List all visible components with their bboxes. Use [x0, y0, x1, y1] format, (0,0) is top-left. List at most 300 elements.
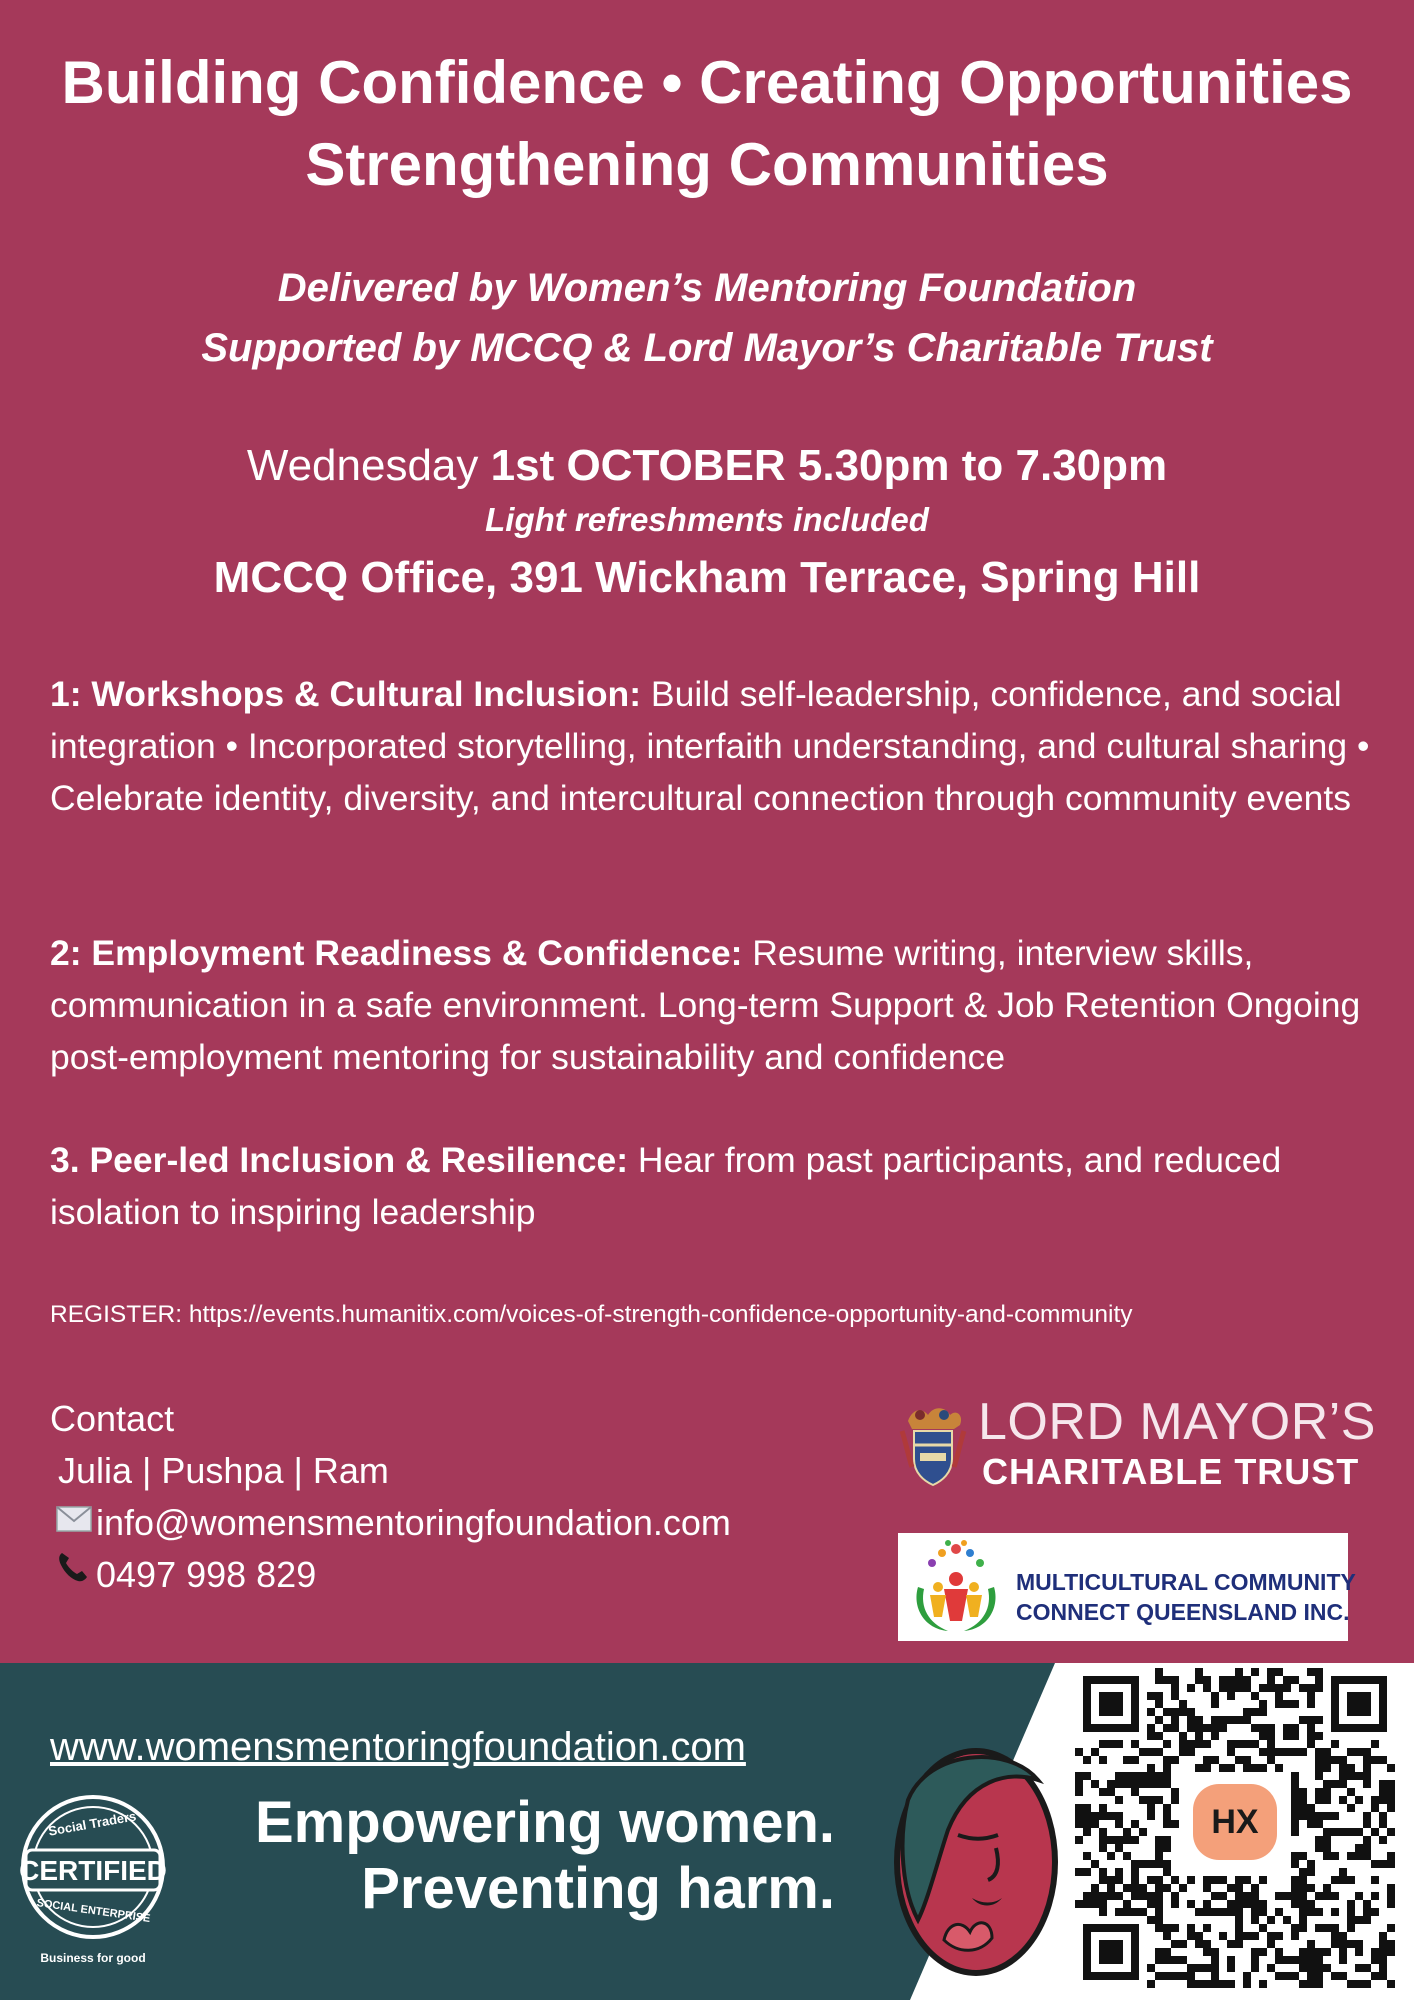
qr-module [1147, 1980, 1155, 1988]
qr-module [1155, 1876, 1163, 1884]
event-date-time: 1st OCTOBER 5.30pm to 7.30pm [490, 441, 1168, 490]
qr-module [1147, 1892, 1155, 1900]
qr-module [1331, 1876, 1339, 1884]
qr-module [1115, 1836, 1123, 1844]
qr-module [1203, 1684, 1211, 1692]
qr-module [1315, 1684, 1323, 1692]
qr-module [1123, 1756, 1131, 1764]
qr-module [1083, 1828, 1091, 1836]
qr-module [1091, 1748, 1099, 1756]
qr-module [1187, 1932, 1195, 1940]
qr-module [1387, 1804, 1395, 1812]
qr-module [1347, 1828, 1355, 1836]
qr-module [1379, 1972, 1387, 1980]
qr-module [1355, 1892, 1363, 1900]
qr-module [1155, 1748, 1163, 1756]
qr-module [1315, 1748, 1323, 1756]
qr-module [1339, 1764, 1347, 1772]
qr-module [1307, 1948, 1315, 1956]
qr-module [1155, 1972, 1163, 1980]
qr-module [1171, 1724, 1179, 1732]
qr-module [1355, 1796, 1363, 1804]
certified-social-enterprise-badge [18, 1792, 168, 1972]
mccq-name-line-1: MULTICULTURAL COMMUNITY [1016, 1569, 1356, 1595]
qr-module [1211, 1724, 1219, 1732]
qr-module [1147, 1812, 1155, 1820]
refreshments-note: Light refreshments included [485, 501, 929, 538]
qr-module [1355, 1948, 1363, 1956]
qr-module [1187, 1708, 1195, 1716]
qr-module [1187, 1980, 1195, 1988]
qr-module [1355, 1980, 1363, 1988]
qr-module [1371, 1796, 1379, 1804]
qr-module [1235, 1684, 1243, 1692]
qr-module [1347, 1916, 1355, 1924]
qr-module [1131, 1884, 1139, 1892]
qr-module [1155, 1772, 1163, 1780]
qr-module [1339, 1948, 1347, 1956]
qr-module [1267, 1932, 1275, 1940]
qr-module [1267, 1684, 1275, 1692]
qr-module [1363, 1812, 1371, 1820]
mccq-name-line-2: CONNECT QUEENSLAND INC. [1016, 1599, 1350, 1625]
qr-module [1091, 1892, 1099, 1900]
qr-module [1283, 1748, 1291, 1756]
qr-module [1323, 1844, 1331, 1852]
qr-module [1355, 1772, 1363, 1780]
qr-module [1163, 1844, 1171, 1852]
register-link[interactable]: REGISTER: https://events.humanitix.com/voices-of-strength-confidence-opportunity-and-community [50, 1301, 1133, 1328]
qr-module [1371, 1804, 1379, 1812]
qr-module [1211, 1700, 1219, 1708]
qr-module [1347, 1908, 1355, 1916]
qr-module [1155, 1796, 1163, 1804]
qr-module [1291, 1892, 1299, 1900]
qr-module [1075, 1804, 1083, 1812]
qr-module [1339, 1796, 1347, 1804]
qr-module [1203, 1940, 1211, 1948]
qr-module [1291, 1700, 1299, 1708]
qr-module [1187, 1972, 1195, 1980]
qr-module [1083, 1812, 1091, 1820]
qr-module [1307, 1740, 1315, 1748]
contact-phone-row [50, 1549, 731, 1601]
headline-line-1: Building Confidence • Creating Opportunities [61, 49, 1353, 116]
qr-module [1299, 1964, 1307, 1972]
qr-module [1227, 1716, 1235, 1724]
qr-module [1275, 1892, 1283, 1900]
qr-module [1363, 1900, 1371, 1908]
qr-module [1299, 1748, 1307, 1756]
qr-module [1115, 1908, 1123, 1916]
qr-module [1219, 1684, 1227, 1692]
qr-module [1291, 1860, 1299, 1868]
qr-module [1235, 1908, 1243, 1916]
qr-module [1107, 1788, 1115, 1796]
qr-module [1091, 1780, 1099, 1788]
qr-module [1251, 1916, 1259, 1924]
qr-module [1379, 1812, 1387, 1820]
qr-module [1235, 1740, 1243, 1748]
qr-module [1187, 1748, 1195, 1756]
qr-module [1147, 1876, 1155, 1884]
qr-module [1099, 1876, 1107, 1884]
qr-module [1123, 1908, 1131, 1916]
qr-module [1283, 1724, 1291, 1732]
qr-module [1235, 1676, 1243, 1684]
qr-module [1323, 1836, 1331, 1844]
qr-module [1147, 1748, 1155, 1756]
qr-module [1243, 1684, 1251, 1692]
qr-module [1275, 1700, 1283, 1708]
qr-module [1283, 1892, 1291, 1900]
qr-module [1331, 1932, 1339, 1940]
qr-module [1379, 1964, 1387, 1972]
qr-module [1371, 1740, 1379, 1748]
qr-module [1083, 1868, 1091, 1876]
qr-module [1259, 1980, 1267, 1988]
qr-module [1347, 1772, 1355, 1780]
qr-module [1203, 1980, 1211, 1988]
qr-module [1243, 1676, 1251, 1684]
qr-module [1155, 1852, 1163, 1860]
qr-module [1283, 1732, 1291, 1740]
qr-module [1195, 1716, 1203, 1724]
qr-module [1339, 1956, 1347, 1964]
qr-module [1331, 1892, 1339, 1900]
qr-module [1211, 1972, 1219, 1980]
qr-module [1163, 1868, 1171, 1876]
qr-module [1219, 1724, 1227, 1732]
qr-module [1259, 1748, 1267, 1756]
qr-module [1307, 1668, 1315, 1676]
woman-face-icon [888, 1740, 1063, 1980]
qr-module [1107, 1892, 1115, 1900]
qr-module [1275, 1748, 1283, 1756]
program-item-3-title: 3. Peer-led Inclusion & Resilience: [50, 1140, 629, 1180]
qr-module [1131, 1868, 1139, 1876]
qr-module [1307, 1716, 1315, 1724]
qr-module [1171, 1684, 1179, 1692]
qr-module [1251, 1900, 1259, 1908]
qr-module [1219, 1908, 1227, 1916]
qr-module [1387, 1860, 1395, 1868]
qr-module [1299, 1868, 1307, 1876]
qr-module [1083, 1804, 1091, 1812]
qr-module [1371, 1908, 1379, 1916]
qr-module [1299, 1884, 1307, 1892]
qr-module [1243, 1892, 1251, 1900]
headline-line-2: Strengthening Communities [305, 131, 1109, 198]
qr-module [1387, 1852, 1395, 1860]
qr-module [1171, 1892, 1179, 1900]
qr-module [1291, 1900, 1299, 1908]
qr-module [1331, 1740, 1339, 1748]
qr-module [1155, 1692, 1163, 1700]
qr-module [1387, 1900, 1395, 1908]
qr-module [1203, 1964, 1211, 1972]
qr-module [1299, 1980, 1307, 1988]
qr-module [1283, 1916, 1291, 1924]
qr-module [1211, 1980, 1219, 1988]
qr-module [1283, 1972, 1291, 1980]
qr-module [1243, 1756, 1251, 1764]
program-item-2 [50, 927, 1370, 1083]
envelope-icon [56, 1497, 96, 1549]
qr-module [1299, 1900, 1307, 1908]
qr-module [1163, 1780, 1171, 1788]
qr-module [1307, 1684, 1315, 1692]
qr-module [1139, 1772, 1147, 1780]
contact-phone[interactable]: 0497 998 829 [96, 1554, 317, 1595]
qr-module [1355, 1852, 1363, 1860]
qr-module [1275, 1668, 1283, 1676]
qr-module [1315, 1820, 1323, 1828]
qr-module [1075, 1900, 1083, 1908]
qr-module [1363, 1980, 1371, 1988]
qr-module [1115, 1780, 1123, 1788]
qr-module [1283, 1956, 1291, 1964]
qr-module [1163, 1724, 1171, 1732]
qr-code[interactable] [1075, 1668, 1395, 1988]
qr-module [1363, 1748, 1371, 1756]
qr-module [1315, 1756, 1323, 1764]
qr-module [1299, 1876, 1307, 1884]
qr-module [1139, 1908, 1147, 1916]
qr-module [1387, 1948, 1395, 1956]
qr-module [1299, 1796, 1307, 1804]
qr-module [1291, 1956, 1299, 1964]
qr-module [1267, 1724, 1275, 1732]
qr-module [1139, 1780, 1147, 1788]
qr-module [1291, 1852, 1299, 1860]
qr-module [1243, 1932, 1251, 1940]
qr-module [1315, 1836, 1323, 1844]
qr-module [1251, 1908, 1259, 1916]
qr-module [1339, 1780, 1347, 1788]
badge-caption: Business for good [40, 1951, 146, 1965]
qr-module [1227, 1908, 1235, 1916]
qr-module [1155, 1884, 1163, 1892]
qr-module [1115, 1876, 1123, 1884]
qr-module [1131, 1892, 1139, 1900]
qr-module [1387, 1788, 1395, 1796]
qr-module [1195, 1676, 1203, 1684]
qr-module [1259, 1684, 1267, 1692]
qr-module [1171, 1756, 1179, 1764]
qr-module [1163, 1708, 1171, 1716]
qr-module [1099, 1908, 1107, 1916]
qr-module [1139, 1860, 1147, 1868]
qr-module [1171, 1708, 1179, 1716]
qr-module [1211, 1716, 1219, 1724]
qr-module [1299, 1956, 1307, 1964]
contact-email-row [50, 1497, 731, 1549]
qr-module [1203, 1676, 1211, 1684]
qr-module [1235, 1916, 1243, 1924]
qr-module [1123, 1884, 1131, 1892]
qr-module [1131, 1820, 1139, 1828]
qr-module [1371, 1972, 1379, 1980]
qr-module [1131, 1860, 1139, 1868]
qr-module [1387, 1940, 1395, 1948]
qr-module [1363, 1756, 1371, 1764]
qr-module [1291, 1804, 1299, 1812]
qr-module [1099, 1788, 1107, 1796]
event-weekday: Wednesday [246, 441, 479, 490]
qr-module [1355, 1844, 1363, 1852]
qr-module [1371, 1948, 1379, 1956]
qr-module [1291, 1828, 1299, 1836]
qr-module [1331, 1972, 1339, 1980]
qr-module [1147, 1900, 1155, 1908]
qr-module [1179, 1708, 1187, 1716]
qr-module [1251, 1692, 1259, 1700]
qr-module [1371, 1956, 1379, 1964]
qr-module [1355, 1940, 1363, 1948]
qr-module [1203, 1900, 1211, 1908]
qr-module [1323, 1788, 1331, 1796]
qr-module [1251, 1708, 1259, 1716]
qr-module [1251, 1764, 1259, 1772]
qr-module [1283, 1676, 1291, 1684]
mccq-name [1016, 1567, 1356, 1627]
credits [40, 258, 1374, 378]
qr-module [1099, 1900, 1107, 1908]
qr-module [1195, 1732, 1203, 1740]
qr-module [1163, 1804, 1171, 1812]
qr-module [1203, 1876, 1211, 1884]
qr-module [1275, 1908, 1283, 1916]
qr-module [1203, 1884, 1211, 1892]
qr-module [1187, 1900, 1195, 1908]
badge-bottom-text: SOCIAL ENTERPRISE [35, 1897, 152, 1925]
coat-of-arms-icon [898, 1401, 968, 1491]
qr-module [1387, 1796, 1395, 1804]
qr-module [1347, 1876, 1355, 1884]
contact-names: Julia | Pushpa | Ram [58, 1450, 389, 1491]
website-link[interactable]: www.womensmentoringfoundation.com [50, 1725, 746, 1769]
qr-module [1099, 1828, 1107, 1836]
qr-module [1147, 1724, 1155, 1732]
qr-module [1355, 1964, 1363, 1972]
qr-module [1203, 1756, 1211, 1764]
qr-module [1363, 1836, 1371, 1844]
qr-module [1347, 1804, 1355, 1812]
qr-module [1251, 1724, 1259, 1732]
qr-module [1387, 1828, 1395, 1836]
qr-module [1307, 1732, 1315, 1740]
qr-module [1323, 1828, 1331, 1836]
qr-module [1195, 1980, 1203, 1988]
program-item-1-text: Build self-leadership, confidence, and social integration • Incorporated storytelling, interfaith understanding, and cultural sharing • Celebrate identity, diversity, and intercultural connection through community events [50, 674, 1370, 818]
qr-module [1323, 1764, 1331, 1772]
qr-logo-text: HX [1211, 1803, 1259, 1841]
qr-module [1171, 1820, 1179, 1828]
qr-module [1291, 1748, 1299, 1756]
qr-module [1307, 1820, 1315, 1828]
qr-module [1315, 1980, 1323, 1988]
qr-module [1123, 1836, 1131, 1844]
qr-module [1331, 1852, 1339, 1860]
qr-module [1379, 1836, 1387, 1844]
qr-module [1243, 1708, 1251, 1716]
qr-module [1147, 1916, 1155, 1924]
qr-module [1083, 1756, 1091, 1764]
qr-module [1211, 1948, 1219, 1956]
qr-module [1219, 1932, 1227, 1940]
qr-module [1091, 1860, 1099, 1868]
qr-module [1363, 1780, 1371, 1788]
qr-module [1219, 1876, 1227, 1884]
qr-module [1291, 1924, 1299, 1932]
qr-module [1267, 1964, 1275, 1972]
qr-module [1139, 1884, 1147, 1892]
qr-module [1163, 1820, 1171, 1828]
qr-module [1315, 1956, 1323, 1964]
qr-module [1163, 1764, 1171, 1772]
qr-module [1387, 1892, 1395, 1900]
qr-module [1363, 1764, 1371, 1772]
mccq-logo [898, 1533, 1356, 1641]
qr-module [1227, 1764, 1235, 1772]
qr-module [1147, 1804, 1155, 1812]
qr-module [1347, 1900, 1355, 1908]
qr-module [1307, 1940, 1315, 1948]
qr-module [1123, 1780, 1131, 1788]
qr-module [1179, 1956, 1187, 1964]
qr-module [1331, 1756, 1339, 1764]
qr-module [1347, 1940, 1355, 1948]
qr-module [1299, 1852, 1307, 1860]
qr-module [1243, 1740, 1251, 1748]
qr-module [1147, 1772, 1155, 1780]
qr-module [1227, 1748, 1235, 1756]
qr-module [1315, 1924, 1323, 1932]
qr-module [1203, 1908, 1211, 1916]
qr-module [1291, 1676, 1299, 1684]
qr-module [1331, 1780, 1339, 1788]
supported-by: Supported by MCCQ & Lord Mayor’s Charitable Trust [201, 326, 1213, 370]
qr-module [1299, 1916, 1307, 1924]
qr-module [1235, 1900, 1243, 1908]
qr-module [1379, 1756, 1387, 1764]
program-item-1-title: 1: Workshops & Cultural Inclusion: [50, 674, 642, 714]
qr-module [1251, 1740, 1259, 1748]
qr-module [1355, 1828, 1363, 1836]
qr-module [1363, 1820, 1371, 1828]
qr-module [1195, 1724, 1203, 1732]
qr-module [1379, 1788, 1387, 1796]
qr-module [1219, 1676, 1227, 1684]
qr-module [1139, 1748, 1147, 1756]
contact-email[interactable]: info@womensmentoringfoundation.com [96, 1502, 731, 1543]
qr-module [1259, 1948, 1267, 1956]
qr-module [1163, 1756, 1171, 1764]
qr-module [1315, 1732, 1323, 1740]
qr-module [1363, 1844, 1371, 1852]
qr-module [1171, 1972, 1179, 1980]
qr-module [1163, 1772, 1171, 1780]
qr-module [1315, 1788, 1323, 1796]
qr-module [1203, 1724, 1211, 1732]
qr-module [1307, 1860, 1315, 1868]
qr-module [1267, 1748, 1275, 1756]
qr-module [1091, 1812, 1099, 1820]
qr-module [1347, 1924, 1355, 1932]
qr-module [1235, 1716, 1243, 1724]
tagline-line-1: Empowering women. [254, 1790, 835, 1855]
